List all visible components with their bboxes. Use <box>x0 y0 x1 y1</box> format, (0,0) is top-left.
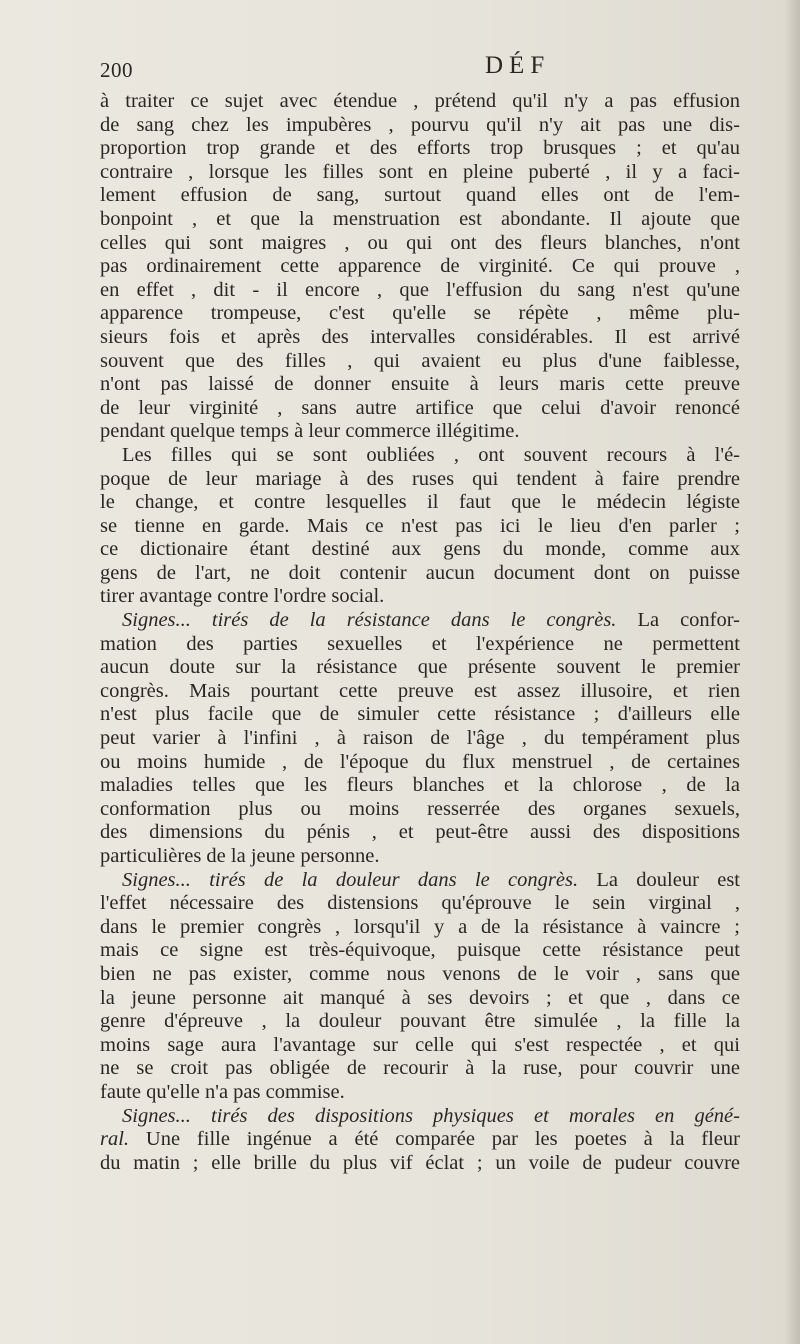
text-line <box>100 90 740 114</box>
line-text: genre d'épreuve , la douleur pouvant être simulée , la fille la <box>100 1010 740 1033</box>
italic-rubric: Signes... tirés de la résistance dans le congrès. <box>122 609 617 632</box>
text-line <box>100 939 740 963</box>
italic-rubric: ral. <box>100 1128 130 1151</box>
line-text: ce dictionaire étant destiné aux gens du monde, comme aux <box>100 538 740 561</box>
line-text: souvent que des filles , qui avaient eu plus d'une faiblesse, <box>100 349 740 372</box>
text-line <box>100 963 740 987</box>
text-line <box>100 208 740 232</box>
text-line <box>100 562 740 586</box>
text-line <box>100 916 740 940</box>
line-text: pendant quelque temps à leur commerce illégitime. <box>100 420 520 443</box>
line-text: La douleur est <box>578 868 740 891</box>
line-text: à traiter ce sujet avec étendue , prétend qu'il n'y a pas effusion <box>100 90 740 112</box>
text-line <box>100 373 740 397</box>
text-line <box>100 1034 740 1058</box>
text-line <box>100 302 740 326</box>
line-text: pas ordinairement cette apparence de virginité. Ce qui prouve , <box>100 255 740 278</box>
line-text: l'effet nécessaire des distensions qu'éprouve le sein virginal , <box>100 892 740 915</box>
line-text: bonpoint , et que la menstruation est abondante. Il ajoute que <box>100 207 740 230</box>
text-line <box>100 350 740 374</box>
text-line <box>100 703 740 727</box>
line-text: apparence trompeuse, c'est qu'elle se répète , même plu- <box>100 302 740 325</box>
text-line <box>100 1152 740 1176</box>
text-line <box>100 680 740 704</box>
line-text: contraire , lorsque les filles sont en pleine puberté , il y a faci- <box>100 160 740 183</box>
text-line <box>100 727 740 751</box>
body-text <box>100 90 740 1175</box>
line-text: particulières de la jeune personne. <box>100 845 380 867</box>
page-edge-shadow <box>784 0 800 1344</box>
text-line <box>100 397 740 421</box>
line-text: ne se croit pas obligée de recourir à la ruse, pour couvrir une <box>100 1057 740 1080</box>
text-line <box>100 751 740 775</box>
line-text: proportion trop grande et des efforts trop brusques ; et qu'au <box>100 137 740 160</box>
line-text: moins sage aura l'avantage sur celle qui s'est respectée , et qui <box>100 1033 740 1056</box>
text-line <box>100 538 740 562</box>
line-text: se tienne en garde. Mais ce n'est pas ici le lieu d'en parler ; <box>100 514 740 537</box>
line-text: en effet , dit - il encore , que l'effusion du sang n'est qu'une <box>100 278 740 301</box>
text-line <box>100 633 740 657</box>
text-line <box>100 255 740 279</box>
line-text: La confor- <box>616 609 740 632</box>
line-text: faute qu'elle n'a pas commise. <box>100 1080 345 1103</box>
text-line <box>100 137 740 161</box>
text-line <box>100 1105 740 1129</box>
line-text: de leur virginité , sans autre artifice que celui d'avoir renoncé <box>100 396 740 419</box>
line-text: la jeune personne ait manqué à ses devoirs ; et que , dans ce <box>100 986 740 1009</box>
text-line <box>100 774 740 798</box>
line-text: le change, et contre lesquelles il faut que le médecin légiste <box>100 491 740 514</box>
line-text: congrès. Mais pourtant cette preuve est assez illusoire, et rien <box>100 679 740 702</box>
text-line <box>100 444 740 468</box>
text-line <box>100 1057 740 1081</box>
text-line <box>100 184 740 208</box>
line-text: des dimensions du pénis , et peut-être aussi des dispositions <box>100 821 740 844</box>
text-line <box>100 585 740 609</box>
line-text: tirer avantage contre l'ordre social. <box>100 585 385 608</box>
line-text: du matin ; elle brille du plus vif éclat ; un voile de pudeur couvre <box>100 1151 740 1174</box>
text-line <box>100 869 740 893</box>
line-text: maladies telles que les fleurs blanches et la chlorose , de la <box>100 774 740 797</box>
line-text: de sang chez les impubères , pourvu qu'il n'y ait pas une dis- <box>100 113 740 136</box>
text-line <box>100 420 740 444</box>
italic-rubric: Signes... tirés de la douleur dans le congrès. <box>122 868 579 891</box>
text-line <box>100 656 740 680</box>
line-text: gens de l'art, ne doit contenir aucun document dont on puisse <box>100 561 740 584</box>
line-text: Une fille ingénue a été comparée par les poetes à la fleur <box>129 1128 740 1151</box>
page-number: 200 <box>100 58 133 82</box>
line-text: mation des parties sexuelles et l'expérience ne permettent <box>100 632 740 655</box>
text-line <box>100 468 740 492</box>
text-line <box>100 161 740 185</box>
text-line <box>100 1128 740 1152</box>
running-head: DÉF <box>485 52 551 79</box>
line-text: dans le premier congrès , lorsqu'il y a de la résistance à vaincre ; <box>100 915 740 938</box>
line-text: lement effusion de sang, surtout quand elles ont de l'em- <box>100 184 740 207</box>
text-line <box>100 845 740 869</box>
text-line <box>100 515 740 539</box>
text-line <box>100 1081 740 1105</box>
line-text: Les filles qui se sont oubliées , ont souvent recours à l'é- <box>122 443 740 466</box>
text-line <box>100 1010 740 1034</box>
line-text: poque de leur mariage à des ruses qui tendent à faire prendre <box>100 467 740 490</box>
line-text: sieurs fois et après des intervalles considérables. Il est arrivé <box>100 325 740 348</box>
text-line <box>100 114 740 138</box>
text-line <box>100 892 740 916</box>
text-line <box>100 987 740 1011</box>
line-text: mais ce signe est très-équivoque, puisque cette résistance peut <box>100 939 740 962</box>
line-text: aucun doute sur la résistance que présente souvent le premier <box>100 656 740 679</box>
text-line <box>100 326 740 350</box>
line-text: bien ne pas exister, comme nous venons de le voir , sans que <box>100 962 740 985</box>
line-text: ou moins humide , de l'époque du flux menstruel , de certaines <box>100 750 740 773</box>
text-line <box>100 279 740 303</box>
line-text: peut varier à l'infini , à raison de l'âge , du tempérament plus <box>100 727 740 750</box>
line-text: n'ont pas laissé de donner ensuite à leurs maris cette preuve <box>100 373 740 396</box>
italic-rubric: Signes... tirés des dispositions physiques et morales en géné- <box>122 1104 740 1127</box>
text-line <box>100 821 740 845</box>
text-line <box>100 232 740 256</box>
line-text: n'est plus facile que de simuler cette résistance ; d'ailleurs elle <box>100 703 740 726</box>
text-line <box>100 491 740 515</box>
text-line <box>100 798 740 822</box>
page-header <box>100 50 740 86</box>
text-line <box>100 609 740 633</box>
line-text: conformation plus ou moins resserrée des organes sexuels, <box>100 797 740 820</box>
line-text: celles qui sont maigres , ou qui ont des fleurs blanches, n'ont <box>100 231 740 254</box>
